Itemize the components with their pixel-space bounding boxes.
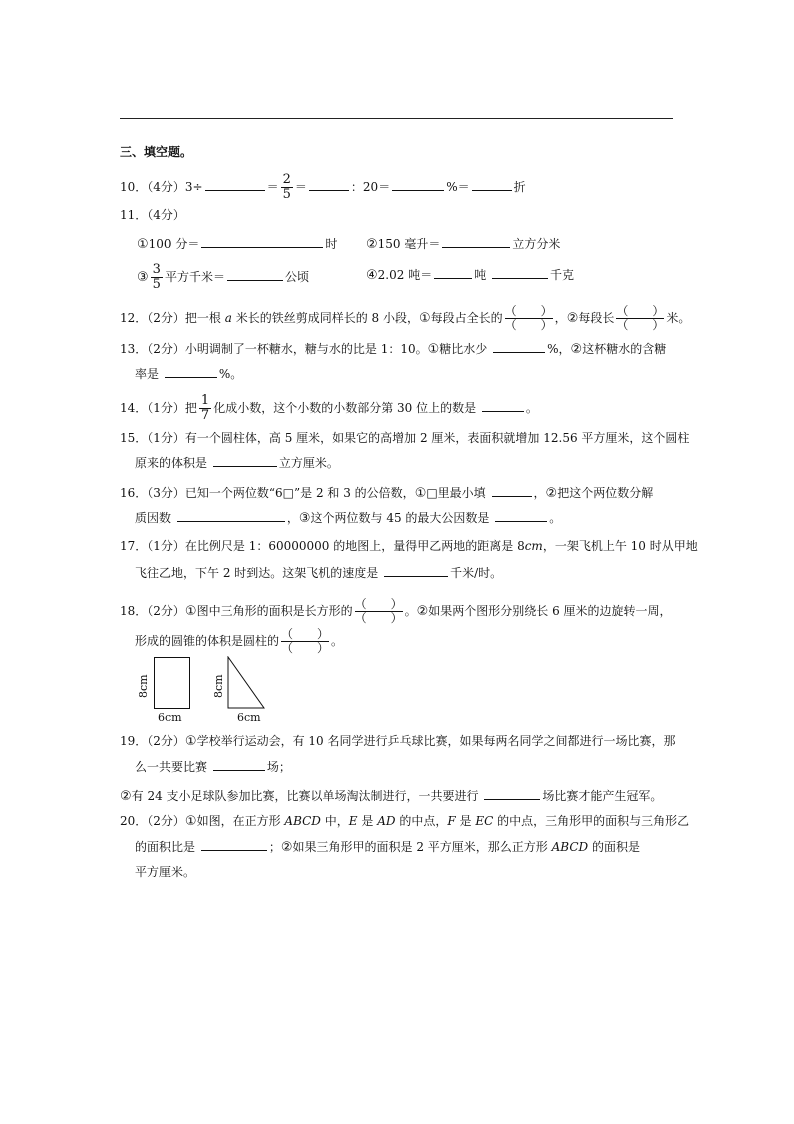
q13-blank-2[interactable] (165, 365, 217, 378)
question-20-line3: 平方厘米。 (135, 865, 196, 879)
q11-a1-unit: 时 (325, 237, 338, 251)
q16-line2c: 这个两位数与 45 的最大公因数是 (310, 511, 490, 525)
question-14 (120, 395, 538, 422)
q20-blank-1[interactable] (201, 838, 267, 851)
q11-circ-3: ③ (137, 270, 149, 285)
q18-paren-den-2: （ ） (281, 641, 330, 655)
q11-item-2 (366, 235, 560, 253)
q13-blank-1[interactable] (493, 340, 545, 353)
question-19-line3 (120, 787, 662, 805)
q12-paren-den-2: （ ） (616, 318, 665, 332)
q20-circ-2: ② (280, 840, 293, 855)
q16-line2d: 。 (549, 511, 562, 525)
q16-line1d: 把这个两位数分解 (557, 486, 654, 500)
q11-a3-text: 平方千米＝ (164, 270, 225, 284)
q11-item-3 (137, 264, 309, 291)
q18-line2a: 形成的圆锥的体积是圆柱的 (135, 634, 280, 648)
q12-circ-2: ② (566, 311, 579, 326)
q20-line1e: 的中点， (399, 814, 448, 828)
q17-blank[interactable] (384, 564, 448, 577)
q13-line1a: 13．（2分）小明调制了一杯糖水，糖与水的比是 1：10。 (120, 342, 428, 356)
question-17-line2 (135, 564, 502, 581)
q18-circ-1: ① (184, 604, 197, 619)
q12-text1: 12．（2分）把一根 (120, 311, 221, 325)
q12-text3: 每段占全长的 (430, 311, 503, 325)
q10-prefix: 10．（4分）3÷ (120, 180, 203, 194)
q20-line1g: 的中点，三角形甲的面积与三角形乙 (497, 814, 690, 828)
q20-abcd-2: ABCD (551, 840, 589, 854)
q11-a1-text: 100 分＝ (148, 237, 200, 251)
q10-blank-3[interactable] (392, 178, 444, 191)
q16-line1b: □里最小填 (426, 486, 486, 500)
question-12 (120, 305, 690, 332)
q19-line3a: 有 24 支小足球队参加比赛，比赛以单场淘汰制进行，一共要进行 (131, 789, 479, 803)
q19-circ-1: ① (184, 734, 197, 749)
q17-line2a: 飞往乙地，下午 2 时到达。这架飞机的速度是 (135, 566, 379, 580)
q14-text2: 化成小数，这个小数的小数部分第 30 位上的数是 (213, 401, 477, 415)
q12-paren-num-1: （ ） (504, 304, 553, 318)
q10-fraction (281, 174, 293, 201)
q20-line2d: 的面积是 (591, 840, 640, 854)
question-20-line2 (135, 838, 640, 856)
q19-blank-1[interactable] (213, 758, 265, 771)
q19-circ-2: ② (120, 789, 132, 804)
q18-paren-num-1: （ ） (354, 597, 403, 611)
q18-answer-fraction-1[interactable] (355, 598, 403, 625)
q10-frac-den: 5 (282, 187, 291, 202)
q13-line1c: %， (547, 342, 571, 356)
question-13-line1 (120, 340, 666, 358)
q19-line1b: 学校举行运动会，有 10 名同学进行乒乓球比赛，如果每两名同学之间都进行一场比赛，那 (196, 734, 676, 748)
question-10 (120, 174, 526, 201)
q10-blank-4[interactable] (472, 178, 512, 191)
question-16-line2 (135, 509, 561, 527)
tri-height-label: 8cm (212, 674, 225, 698)
q10-eq2: ＝ (294, 180, 307, 194)
q19-blank-2[interactable] (484, 787, 540, 800)
q14-frac-num: 1 (200, 393, 210, 408)
question-19-line1 (120, 733, 675, 750)
q17-cm: cm (524, 539, 543, 553)
q13-circ-1: ① (427, 342, 440, 357)
q11-a2-unit: 立方分米 (512, 237, 561, 251)
q15-line2a: 原来的体积是 (135, 456, 208, 470)
q14-frac-den: 7 (200, 408, 210, 423)
q11-a3-unit: 公顷 (284, 270, 309, 284)
q18-line2b: 。 (331, 634, 344, 648)
q19-line1a: 19．（2分） (120, 734, 185, 748)
q11-circ-2: ② (366, 237, 378, 252)
question-18-line1 (120, 598, 672, 625)
q16-line1a: 16．（3分）已知一个两位数“6□”是 2 和 3 的公倍数， (120, 486, 415, 500)
q18-paren-num-2: （ ） (281, 627, 330, 641)
q11-a3-num: 3 (152, 262, 161, 277)
question-11-title: 11．（4分） (120, 208, 185, 222)
q15-line2b: 立方厘米。 (278, 456, 339, 470)
q11-a2-text: 150 毫升＝ (377, 237, 441, 251)
q11-blank-4[interactable] (434, 266, 472, 279)
q16-circ-1: ① (414, 486, 427, 501)
q12-answer-fraction-2[interactable] (616, 305, 664, 332)
q13-line1b: 糖比水少 (439, 342, 488, 356)
q12-text5: 米。 (666, 311, 691, 325)
q10-blank-2[interactable] (309, 178, 349, 191)
rect-height-label: 8cm (137, 674, 150, 698)
q10-colon20: ：20＝ (350, 180, 391, 194)
q18-line1b: 图中三角形的面积是长方形的 (196, 604, 353, 618)
q12-answer-fraction-1[interactable] (505, 305, 553, 332)
q18-line1d: 如果两个图形分别绕长 6 厘米的边旋转一周， (428, 604, 672, 618)
q15-blank[interactable] (213, 454, 277, 467)
q20-line2b: ； (268, 840, 281, 854)
q18-paren-den-1: （ ） (354, 611, 403, 625)
q20-line1a: 20．（2分） (120, 814, 185, 828)
q18-answer-fraction-2[interactable] (281, 628, 329, 655)
q12-text4: 每段长 (578, 311, 615, 325)
q20-line1d: 是 (361, 814, 374, 828)
question-15-line2 (135, 454, 339, 471)
q16-line2b: ， (286, 511, 299, 525)
q12-comma: ， (554, 311, 567, 325)
q14-fraction (199, 395, 211, 422)
q20-line2a: 的面积比是 (135, 840, 196, 854)
q13-line1d: 这杯糖水的含糖 (582, 342, 667, 356)
q10-zhe: 折 (513, 180, 526, 194)
q12-paren-num-2: （ ） (616, 304, 665, 318)
q18-circ-2: ② (416, 604, 429, 619)
q11-circ-4: ④ (366, 268, 378, 283)
q12-text2: 米长的铁丝剪成同样长的 8 小段， (235, 311, 419, 325)
section-title: 三、填空题。 (120, 145, 193, 159)
question-19-line2 (135, 758, 291, 775)
q20-line1b: 如图，在正方形 (196, 814, 281, 828)
q18-line1c: 。 (404, 604, 417, 618)
q13-circ-2: ② (570, 342, 583, 357)
q11-a4-unit2: 千克 (550, 268, 575, 282)
q20-f: F (447, 814, 456, 828)
q14-text3: 。 (525, 401, 538, 415)
q12-paren-den-1: （ ） (504, 318, 553, 332)
q20-e: E (348, 814, 358, 828)
q16-circ-2: ② (545, 486, 558, 501)
q20-abcd: ABCD (284, 814, 321, 828)
q20-ad: AD (377, 814, 396, 828)
q12-circ-1: ① (418, 311, 431, 326)
triangle-figure (227, 656, 265, 709)
q14-text1: 14．（1分）把 (120, 401, 197, 415)
q11-blank-1[interactable] (201, 235, 323, 248)
q11-a4-unit1: 吨 (474, 268, 487, 282)
q20-line2c: 如果三角形甲的面积是 2 平方厘米，那么正方形 (292, 840, 548, 854)
q13-line2a: 率是 (135, 367, 160, 381)
q11-circ-1: ① (137, 237, 149, 252)
question-16-line1 (120, 484, 653, 502)
q10-pct: %＝ (446, 180, 470, 194)
question-20-line1 (120, 813, 689, 830)
q18-line1a: 18．（2分） (120, 604, 185, 618)
q16-line2a: 质因数 (135, 511, 172, 525)
q20-line1c: 中， (324, 814, 349, 828)
q16-circ-3: ③ (298, 511, 311, 526)
q17-line1b: ，一架飞机上午 10 时从甲地 (542, 539, 698, 553)
q10-frac-num: 2 (282, 172, 291, 187)
header-rule (120, 118, 673, 119)
q10-blank-1[interactable] (205, 178, 265, 191)
q11-blank-2[interactable] (442, 235, 510, 248)
q20-ec: EC (475, 814, 494, 828)
q13-line2b: %。 (218, 367, 243, 381)
q16-line1c: ， (533, 486, 546, 500)
q11-blank-3[interactable] (227, 268, 283, 281)
rect-width-label: 6cm (158, 711, 182, 724)
q11-a3-fraction (151, 264, 163, 291)
q19-line2a: 么一共要比赛 (135, 760, 208, 774)
rectangle-figure (154, 657, 190, 709)
q12-var-a: a (224, 311, 232, 325)
q19-line2b: 场； (266, 760, 291, 774)
q10-eq1: ＝ (266, 180, 279, 194)
q16-blank-1[interactable] (492, 484, 532, 497)
q17-line2b: 千米/时。 (450, 566, 503, 580)
q16-blank-2[interactable] (177, 509, 285, 522)
q11-item-4 (366, 266, 574, 284)
question-17-line1 (120, 538, 698, 554)
tri-width-label: 6cm (237, 711, 261, 724)
q11-a4-text: 2.02 吨＝ (377, 268, 433, 282)
q17-line1a: 17．（1分）在比例尺是 1：60000000 的地图上，量得甲乙两地的距离是 8 (120, 539, 525, 553)
q11-a3-den: 5 (152, 277, 161, 292)
q20-circ-1: ① (184, 814, 197, 829)
question-18-line2 (135, 628, 343, 655)
q16-blank-3[interactable] (495, 509, 547, 522)
question-13-line2 (135, 365, 242, 382)
q19-line3b: 场比赛才能产生冠军。 (542, 789, 663, 803)
q14-blank[interactable] (482, 399, 524, 412)
q11-blank-5[interactable] (492, 266, 548, 279)
question-15-line1: 15．（1分）有一个圆柱体，高 5 厘米，如果它的高增加 2 厘米，表面积就增加 12.56 平方厘米，这个圆柱 (120, 431, 690, 445)
q20-line1f: 是 (459, 814, 472, 828)
q11-item-1 (137, 235, 337, 253)
